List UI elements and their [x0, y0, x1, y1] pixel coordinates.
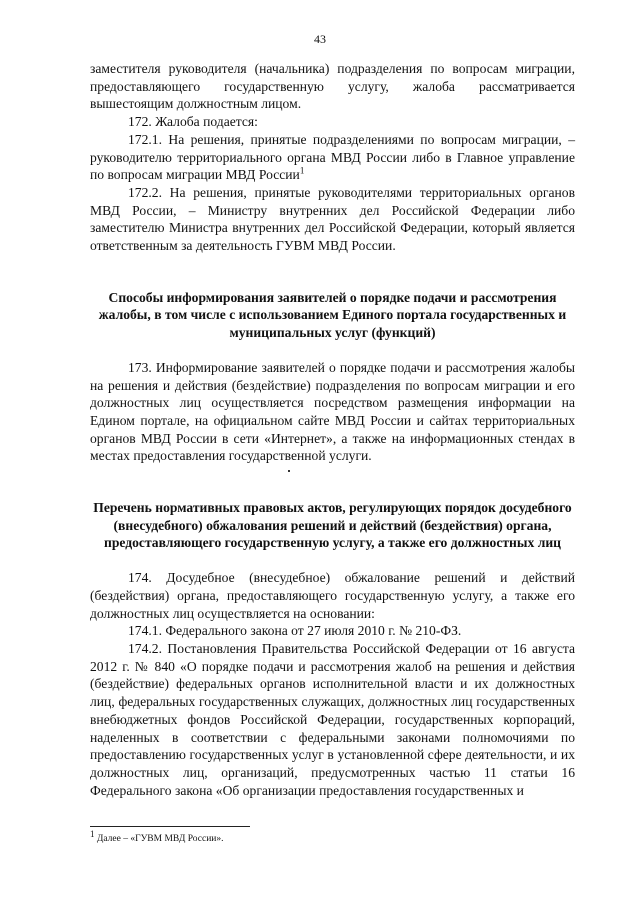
paragraph-174-2: 174.2. Постановления Правительства Российской Федерации от 16 августа 2012 г. № 840 «О порядке подачи и рассмотрения жалоб на решения и действия (бездействие) федеральных органов исполнительной власти и их должностных лиц, федеральных государственных служащих, должностных лиц государственных внебюджетных фондов Российской Федерации, государственных корпораций, наделенных в соответствии с федеральными законами полномочиями по предоставлению государственных услуг в установленной сфере деятельности, и их должностных лиц, организаций, предусмотренных частью 11 статьи 16 Федерального закона «Об организации предоставления государственных и: [90, 640, 575, 798]
paragraph-171-end: заместителя руководителя (начальника) подразделения по вопросам миграции, предоставляющего государственную услугу, жалоба рассматривается вышестоящим должностным лицом.: [90, 61, 575, 112]
paragraph-172-2: 172.2. На решения, принятые руководителями территориальных органов МВД России, – Министру внутренних дел Российской Федерации либо заместителю Министра внутренних дел Российской Федерации, который является ответственным за деятельность ГУВМ МВД России.: [90, 184, 575, 254]
paragraph-172: 172. Жалоба подается:: [128, 114, 258, 130]
footnote-reference: 1: [299, 165, 305, 176]
footnote-marker: 1: [90, 829, 95, 839]
section-heading-legal-acts: Перечень нормативных правовых актов, регулирующих порядок досудебного (внесудебного) обжалования решений и действий (бездействия) органа, предоставляющего государственную услугу, а также его должностных лиц: [93, 500, 572, 551]
paragraph-172-1-text: 172.1. На решения, принятые подразделениями по вопросам миграции, – руководителю территориального органа МВД России либо в Главное управление по вопросам миграции МВД России: [90, 131, 575, 183]
scan-speck: [288, 470, 290, 472]
footnote: [90, 829, 224, 845]
paragraph-173: 173. Информирование заявителей о порядке подачи и рассмотрения жалобы на решения и действия (бездействие) подразделения по вопросам миграции и его должностных лиц осуществляется посредством размещения информации на Едином портале, на официальном сайте МВД России и сайтах территориальных органов МВД России в сети «Интернет», а также на информационных стендах в местах предоставления государственной услуги.: [90, 359, 575, 464]
footnote-divider: [90, 826, 250, 827]
footnote-text: Далее – «ГУВМ МВД России».: [96, 834, 224, 845]
page-number: 43: [314, 32, 326, 46]
document-body: [90, 60, 575, 799]
paragraph-172-1: [90, 131, 575, 184]
section-heading-informing: Способы информирования заявителей о порядке подачи и рассмотрения жалобы, в том числе с использованием Единого портала государственных и муниципальных услуг (функций): [98, 289, 567, 341]
paragraph-174-1: 174.1. Федерального закона от 27 июля 2010 г. № 210-ФЗ.: [128, 623, 462, 639]
paragraph-174: 174. Досудебное (внесудебное) обжалование решений и действий (бездействия) органа, предоставляющего государственную услугу, а также его должностных лиц осуществляется на основании:: [90, 570, 575, 621]
